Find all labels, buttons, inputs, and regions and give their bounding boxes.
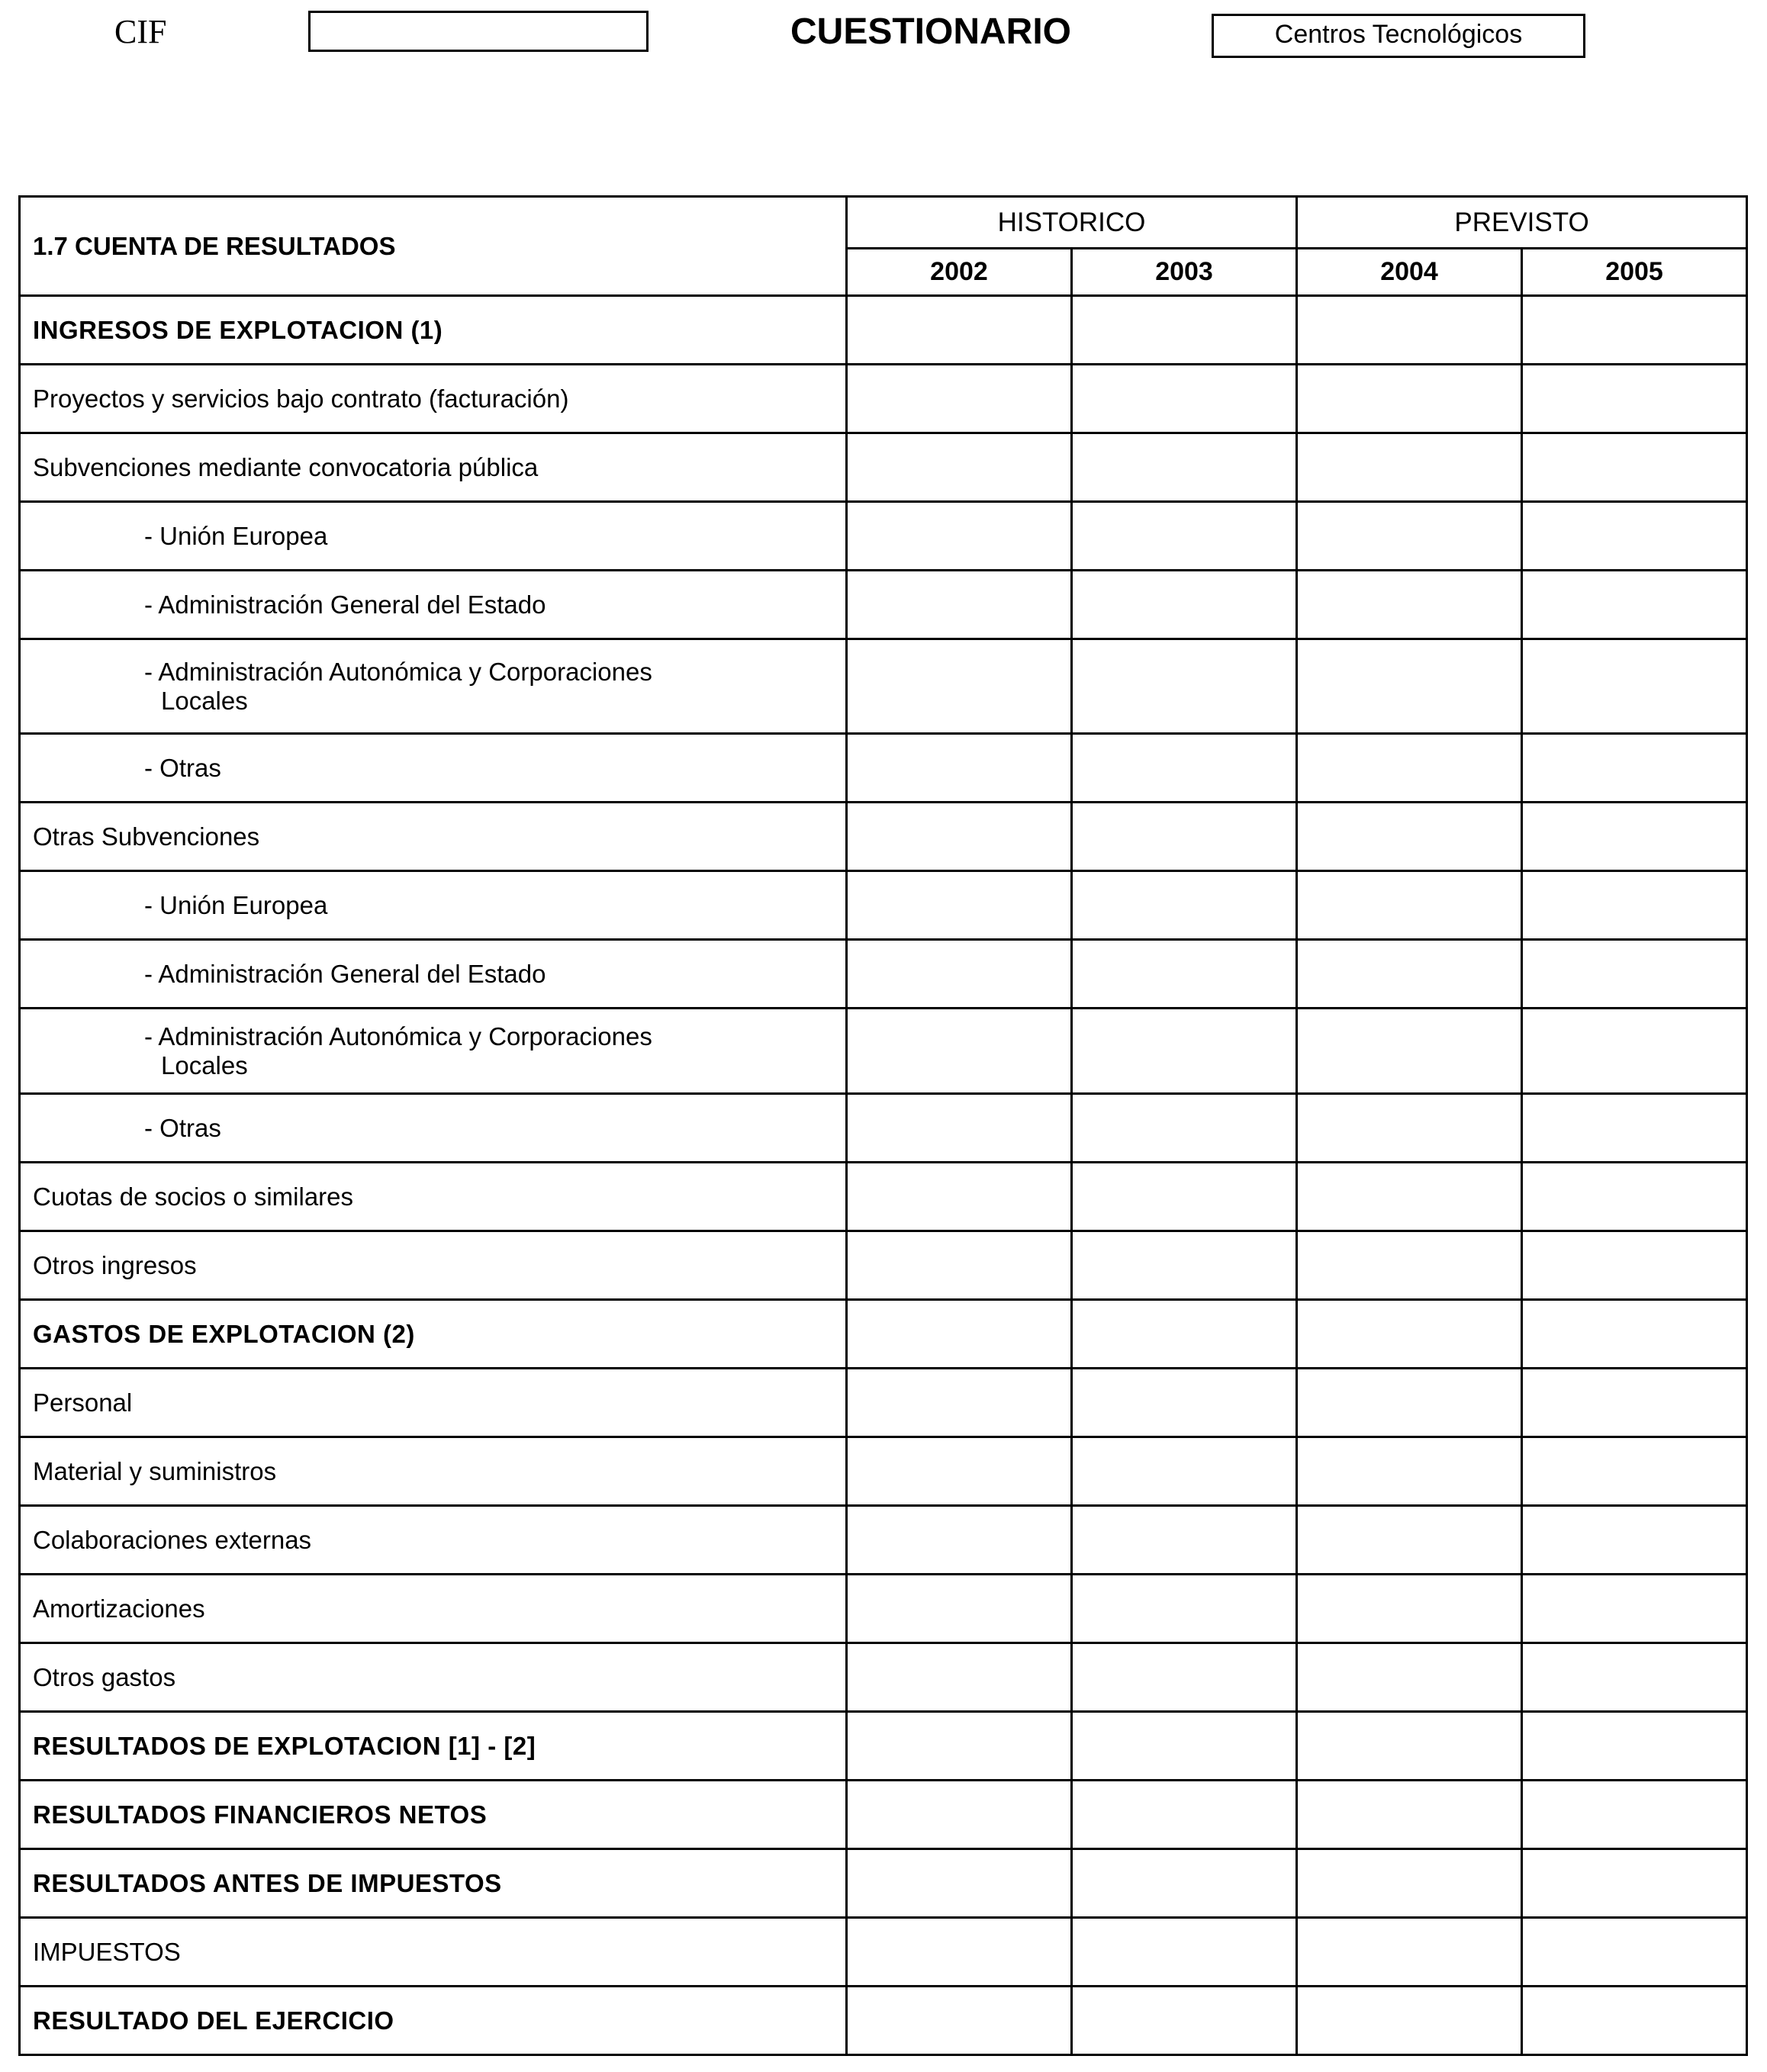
value-cell-2003[interactable] [1072, 502, 1297, 571]
value-cell-2004[interactable] [1297, 433, 1522, 502]
table-row [20, 734, 1747, 803]
value-cell-2005[interactable] [1522, 734, 1747, 803]
year-header-2002: 2002 [847, 249, 1072, 296]
value-cell-2004[interactable] [1297, 1300, 1522, 1369]
table-row [20, 1987, 1747, 2055]
page-title: CUESTIONARIO [790, 11, 1071, 52]
table-row [20, 1712, 1747, 1781]
value-cell-2005[interactable] [1522, 1987, 1747, 2055]
value-cell-2002[interactable] [847, 1300, 1072, 1369]
value-cell-2003[interactable] [1072, 1369, 1297, 1437]
row-label: RESULTADOS ANTES DE IMPUESTOS [20, 1849, 847, 1918]
value-cell-2004[interactable] [1297, 1781, 1522, 1849]
table-row [20, 1094, 1747, 1163]
row-label: - Otras [20, 734, 847, 803]
table-row [20, 1918, 1747, 1987]
table-row [20, 1849, 1747, 1918]
value-cell-2003[interactable] [1072, 734, 1297, 803]
cuenta-resultados-table [18, 195, 1748, 2056]
group-header-previsto: PREVISTO [1297, 197, 1747, 249]
value-cell-2003[interactable] [1072, 1094, 1297, 1163]
table-row [20, 502, 1747, 571]
value-cell-2005[interactable] [1522, 1643, 1747, 1712]
value-cell-2002[interactable] [847, 1849, 1072, 1918]
value-cell-2004[interactable] [1297, 871, 1522, 940]
row-label: Otras Subvenciones [20, 803, 847, 871]
section-title: 1.7 CUENTA DE RESULTADOS [20, 197, 847, 296]
row-label: Cuotas de socios o similares [20, 1163, 847, 1231]
value-cell-2004[interactable] [1297, 1163, 1522, 1231]
table-row [20, 871, 1747, 940]
value-cell-2005[interactable] [1522, 1849, 1747, 1918]
table-row [20, 571, 1747, 639]
value-cell-2003[interactable] [1072, 1712, 1297, 1781]
table-row [20, 1575, 1747, 1643]
value-cell-2002[interactable] [847, 1712, 1072, 1781]
value-cell-2003[interactable] [1072, 1849, 1297, 1918]
value-cell-2005[interactable] [1522, 1231, 1747, 1300]
row-label: Otros gastos [20, 1643, 847, 1712]
value-cell-2005[interactable] [1522, 1506, 1747, 1575]
value-cell-2004[interactable] [1297, 1369, 1522, 1437]
value-cell-2003[interactable] [1072, 1987, 1297, 2055]
value-cell-2004[interactable] [1297, 1575, 1522, 1643]
row-label: - Administración General del Estado [20, 571, 847, 639]
value-cell-2002[interactable] [847, 1575, 1072, 1643]
value-cell-2003[interactable] [1072, 571, 1297, 639]
value-cell-2002[interactable] [847, 734, 1072, 803]
table-row [20, 1643, 1747, 1712]
value-cell-2003[interactable] [1072, 1437, 1297, 1506]
row-label: - Unión Europea [20, 502, 847, 571]
value-cell-2003[interactable] [1072, 1009, 1297, 1094]
group-header-historico: HISTORICO [847, 197, 1297, 249]
table-row [20, 803, 1747, 871]
row-label: Personal [20, 1369, 847, 1437]
value-cell-2004[interactable] [1297, 1094, 1522, 1163]
value-cell-2004[interactable] [1297, 1009, 1522, 1094]
value-cell-2004[interactable] [1297, 571, 1522, 639]
value-cell-2003[interactable] [1072, 1231, 1297, 1300]
row-label: Subvenciones mediante convocatoria pública [20, 433, 847, 502]
value-cell-2005[interactable] [1522, 1009, 1747, 1094]
value-cell-2005[interactable] [1522, 296, 1747, 365]
value-cell-2004[interactable] [1297, 639, 1522, 734]
value-cell-2004[interactable] [1297, 1506, 1522, 1575]
value-cell-2004[interactable] [1297, 365, 1522, 433]
table-row [20, 1163, 1747, 1231]
table-row [20, 1781, 1747, 1849]
row-label: Proyectos y servicios bajo contrato (facturación) [20, 365, 847, 433]
row-label: Otros ingresos [20, 1231, 847, 1300]
value-cell-2004[interactable] [1297, 803, 1522, 871]
row-label-line1: - Administración Autonómica y Corporaciones [144, 657, 652, 686]
table-row [20, 1009, 1747, 1094]
value-cell-2002[interactable] [847, 940, 1072, 1009]
row-label: RESULTADOS DE EXPLOTACION [1] - [2] [20, 1712, 847, 1781]
value-cell-2002[interactable] [847, 1369, 1072, 1437]
value-cell-2002[interactable] [847, 1643, 1072, 1712]
row-label [20, 1009, 847, 1094]
value-cell-2003[interactable] [1072, 639, 1297, 734]
value-cell-2005[interactable] [1522, 571, 1747, 639]
table-body [20, 296, 1747, 2055]
value-cell-2003[interactable] [1072, 296, 1297, 365]
row-label: Amortizaciones [20, 1575, 847, 1643]
value-cell-2005[interactable] [1522, 1918, 1747, 1987]
table-row [20, 433, 1747, 502]
row-label-line2: Locales [161, 1050, 248, 1079]
row-label: - Administración General del Estado [20, 940, 847, 1009]
value-cell-2005[interactable] [1522, 1781, 1747, 1849]
value-cell-2004[interactable] [1297, 734, 1522, 803]
value-cell-2002[interactable] [847, 502, 1072, 571]
row-label: - Otras [20, 1094, 847, 1163]
row-label: INGRESOS DE EXPLOTACION (1) [20, 296, 847, 365]
value-cell-2004[interactable] [1297, 1987, 1522, 2055]
value-cell-2002[interactable] [847, 1094, 1072, 1163]
row-label: IMPUESTOS [20, 1918, 847, 1987]
value-cell-2004[interactable] [1297, 1849, 1522, 1918]
value-cell-2002[interactable] [847, 639, 1072, 734]
year-header-2005: 2005 [1522, 249, 1747, 296]
value-cell-2003[interactable] [1072, 940, 1297, 1009]
value-cell-2005[interactable] [1522, 365, 1747, 433]
value-cell-2005[interactable] [1522, 1712, 1747, 1781]
row-label: RESULTADOS FINANCIEROS NETOS [20, 1781, 847, 1849]
form-header [0, 0, 1767, 92]
value-cell-2005[interactable] [1522, 1437, 1747, 1506]
value-cell-2002[interactable] [847, 871, 1072, 940]
value-cell-2002[interactable] [847, 1781, 1072, 1849]
row-label: Colaboraciones externas [20, 1506, 847, 1575]
value-cell-2003[interactable] [1072, 871, 1297, 940]
value-cell-2002[interactable] [847, 433, 1072, 502]
cif-input-box[interactable] [308, 11, 649, 52]
value-cell-2002[interactable] [847, 803, 1072, 871]
value-cell-2002[interactable] [847, 1009, 1072, 1094]
table-row [20, 940, 1747, 1009]
value-cell-2002[interactable] [847, 571, 1072, 639]
value-cell-2005[interactable] [1522, 1369, 1747, 1437]
value-cell-2005[interactable] [1522, 433, 1747, 502]
row-label-line2: Locales [161, 686, 248, 715]
value-cell-2004[interactable] [1297, 296, 1522, 365]
value-cell-2002[interactable] [847, 1918, 1072, 1987]
value-cell-2003[interactable] [1072, 1163, 1297, 1231]
value-cell-2002[interactable] [847, 296, 1072, 365]
cif-label: CIF [114, 13, 167, 50]
value-cell-2003[interactable] [1072, 433, 1297, 502]
row-label: - Unión Europea [20, 871, 847, 940]
value-cell-2003[interactable] [1072, 1300, 1297, 1369]
table-row [20, 1437, 1747, 1506]
row-label: Material y suministros [20, 1437, 847, 1506]
table-row [20, 1369, 1747, 1437]
value-cell-2003[interactable] [1072, 803, 1297, 871]
value-cell-2005[interactable] [1522, 1575, 1747, 1643]
category-tag: Centros Tecnológicos [1212, 14, 1585, 58]
value-cell-2003[interactable] [1072, 1575, 1297, 1643]
value-cell-2005[interactable] [1522, 940, 1747, 1009]
value-cell-2004[interactable] [1297, 1231, 1522, 1300]
value-cell-2005[interactable] [1522, 639, 1747, 734]
value-cell-2004[interactable] [1297, 1918, 1522, 1987]
row-label: GASTOS DE EXPLOTACION (2) [20, 1300, 847, 1369]
value-cell-2005[interactable] [1522, 803, 1747, 871]
year-header-2004: 2004 [1297, 249, 1522, 296]
value-cell-2005[interactable] [1522, 871, 1747, 940]
value-cell-2005[interactable] [1522, 1094, 1747, 1163]
value-cell-2002[interactable] [847, 1437, 1072, 1506]
value-cell-2002[interactable] [847, 1987, 1072, 2055]
value-cell-2004[interactable] [1297, 1712, 1522, 1781]
table-row [20, 1506, 1747, 1575]
year-header-2003: 2003 [1072, 249, 1297, 296]
value-cell-2005[interactable] [1522, 502, 1747, 571]
row-label-line1: - Administración Autonómica y Corporaciones [144, 1022, 652, 1050]
value-cell-2005[interactable] [1522, 1163, 1747, 1231]
value-cell-2003[interactable] [1072, 1643, 1297, 1712]
value-cell-2003[interactable] [1072, 1506, 1297, 1575]
value-cell-2004[interactable] [1297, 1643, 1522, 1712]
value-cell-2005[interactable] [1522, 1300, 1747, 1369]
value-cell-2004[interactable] [1297, 1437, 1522, 1506]
value-cell-2003[interactable] [1072, 365, 1297, 433]
value-cell-2004[interactable] [1297, 940, 1522, 1009]
value-cell-2002[interactable] [847, 1231, 1072, 1300]
value-cell-2002[interactable] [847, 1163, 1072, 1231]
table-row [20, 365, 1747, 433]
row-label [20, 639, 847, 734]
table-row [20, 1231, 1747, 1300]
table-row [20, 296, 1747, 365]
table-row [20, 1300, 1747, 1369]
value-cell-2003[interactable] [1072, 1918, 1297, 1987]
value-cell-2002[interactable] [847, 365, 1072, 433]
table-row [20, 639, 1747, 734]
value-cell-2002[interactable] [847, 1506, 1072, 1575]
value-cell-2003[interactable] [1072, 1781, 1297, 1849]
row-label: RESULTADO DEL EJERCICIO [20, 1987, 847, 2055]
value-cell-2004[interactable] [1297, 502, 1522, 571]
